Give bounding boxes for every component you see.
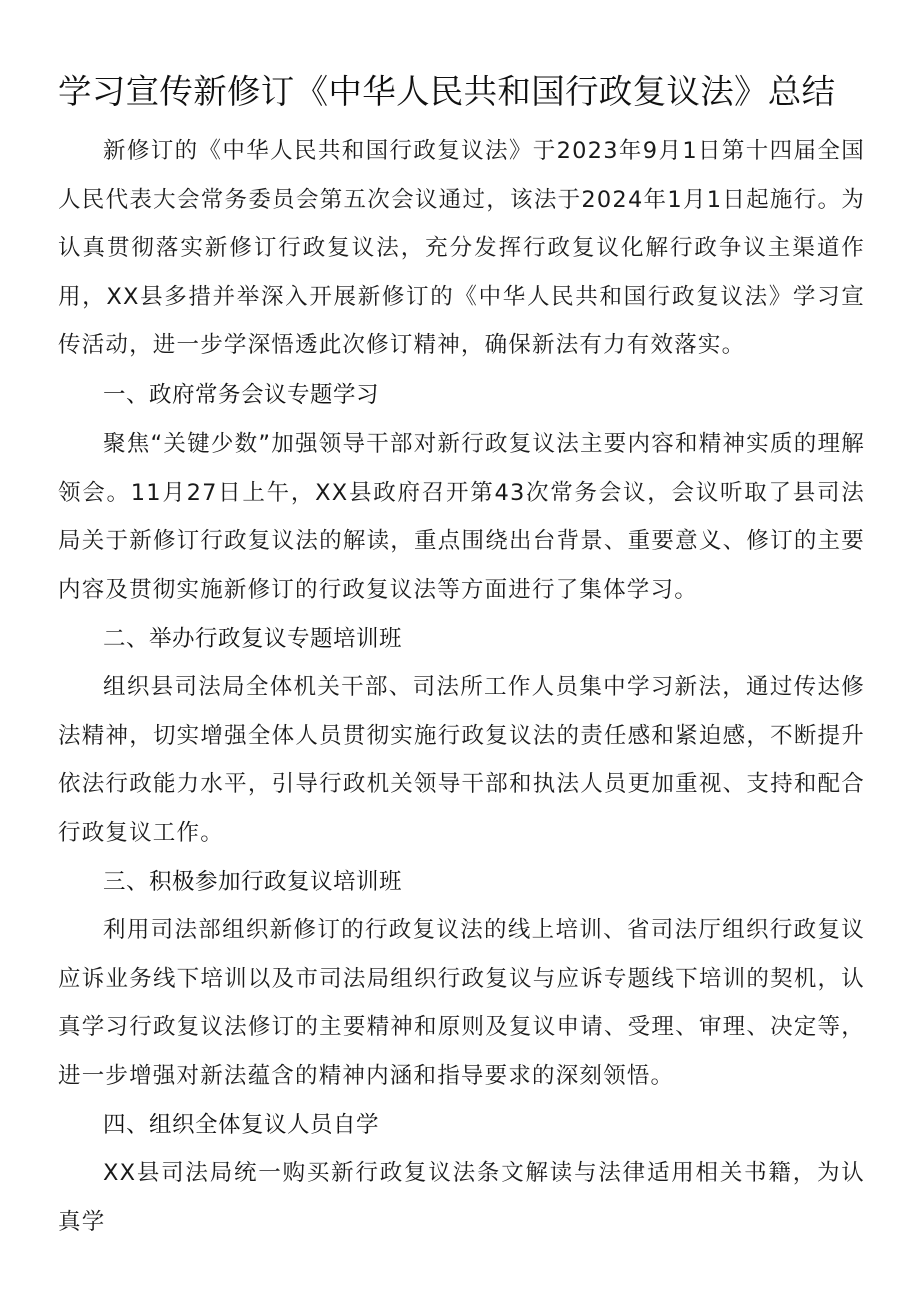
section-4-heading: 四、组织全体复议人员自学 <box>103 1112 380 1138</box>
section-1-heading: 一、政府常务会议专题学习 <box>103 382 380 408</box>
section-1-body: 聚焦“关键少数”加强领导干部对新行政复议法主要内容和精神实质的理解领会。11月27日上午，XX县政府召开第43次常务会议，会议听取了县司法局关于新修订行政复议法的解读，重点围绕出台背景、重要意义、修订的主要内容及贯彻实施新修订的行政复议法等方面进行了集体学习。 <box>58 431 865 603</box>
intro-paragraph: 新修订的《中华人民共和国行政复议法》于2023年9月1日第十四届全国人民代表大会常务委员会第五次会议通过，该法于2024年1月1日起施行。为认真贯彻落实新修订行政复议法，充分发挥行政复议化解行政争议主渠道作用，XX县多措并举深入开展新修订的《中华人民共和国行政复议法》学习宣传活动，进一步学深悟透此次修订精神，确保新法有力有效落实。 <box>58 138 865 358</box>
section-2-body: 组织县司法局全体机关干部、司法所工作人员集中学习新法，通过传达修法精神，切实增强全体人员贯彻实施行政复议法的责任感和紧迫感，不断提升依法行政能力水平，引导行政机关领导干部和执法人员更加重视、支持和配合行政复议工作。 <box>58 674 865 846</box>
section-2-heading: 二、举办行政复议专题培训班 <box>103 626 403 652</box>
section-3-body: 利用司法部组织新修订的行政复议法的线上培训、省司法厅组织行政复议应诉业务线下培训以及市司法局组织行政复议与应诉专题线下培训的契机，认真学习行政复议法修订的主要精神和原则及复议申请、受理、审理、决定等，进一步增强对新法蕴含的精神内涵和指导要求的深刻领悟。 <box>58 917 865 1089</box>
section-3-heading: 三、积极参加行政复议培训班 <box>103 869 403 895</box>
section-4-body: XX县司法局统一购买新行政复议法条文解读与法律适用相关书籍，为认真学 <box>58 1160 865 1235</box>
document-title: 学习宣传新修订《中华人民共和国行政复议法》总结 <box>58 72 836 111</box>
